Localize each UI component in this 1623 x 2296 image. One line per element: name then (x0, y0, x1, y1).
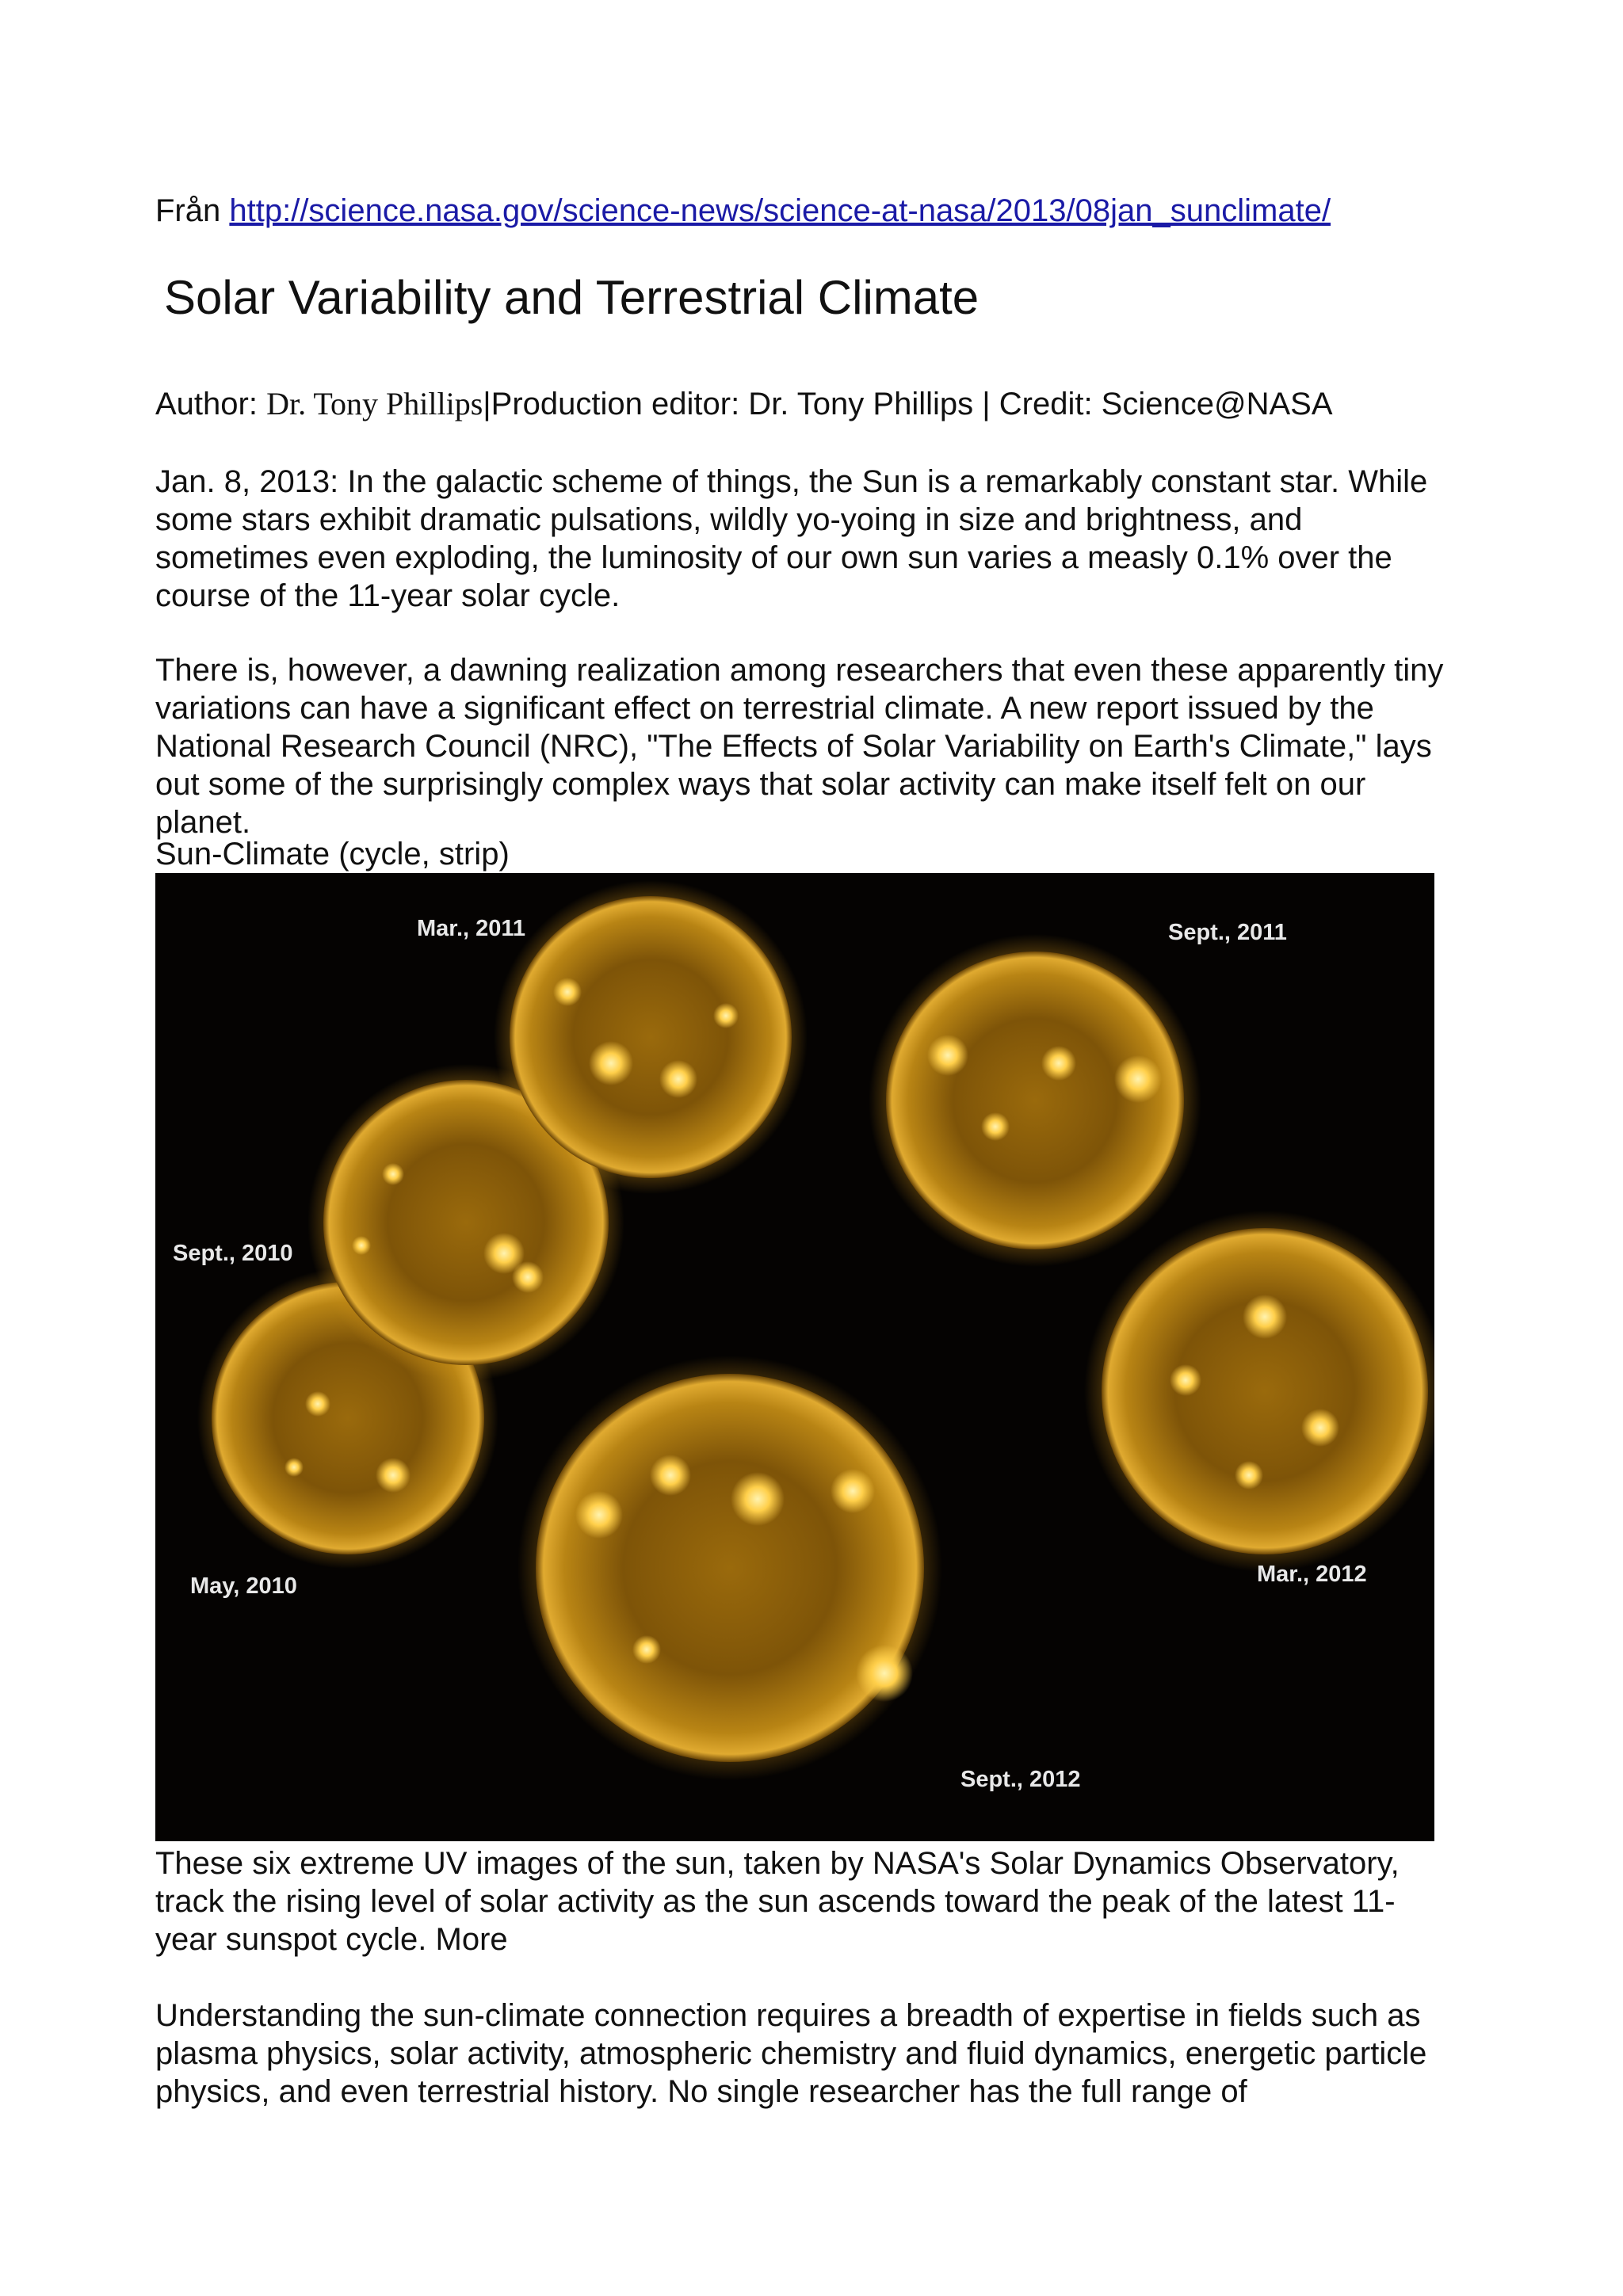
sun-images-figure (155, 873, 1434, 1841)
source-prefix: Från (155, 193, 221, 228)
sun-sept-2011 (869, 934, 1201, 1267)
label-sept-2011: Sept., 2011 (1168, 920, 1287, 945)
label-sept-2012: Sept., 2012 (960, 1767, 1081, 1792)
author-name: Dr. Tony Phillips (266, 386, 483, 421)
byline (155, 383, 1455, 425)
source-link[interactable]: http://science.nasa.gov/science-news/science-at-nasa/2013/08jan_sunclimate/ (229, 193, 1331, 228)
page-title: Solar Variability and Terrestrial Climate (164, 271, 980, 324)
paragraph-3: Understanding the sun-climate connection requires a breadth of expertise in fields such as plasma physics, solar activity, atmospheric chemistry and fluid dynamics, energetic particle physics, and even terrestrial history. No single researcher has the full range of (155, 1998, 1427, 2109)
source-line (155, 190, 1455, 231)
byline-credits: |Production editor: Dr. Tony Phillips | Credit: Science@NASA (483, 387, 1333, 421)
label-sept-2010: Sept., 2010 (173, 1241, 293, 1266)
label-mar-2011: Mar., 2011 (417, 916, 526, 941)
sun-mar-2011 (494, 880, 808, 1194)
label-mar-2012: Mar., 2012 (1257, 1562, 1367, 1587)
sun-mar-2012 (1084, 1211, 1434, 1572)
author-label: Author: (155, 387, 258, 421)
sun-sept-2012 (517, 1356, 942, 1780)
figure-caption: These six extreme UV images of the sun, taken by NASA's Solar Dynamics Observatory, track the rising level of solar activity as the sun ascends toward the peak of the latest 11-year sunspot cycle. More (155, 1846, 1400, 1957)
paragraph-2: There is, however, a dawning realization among researchers that even these apparently tiny variations can have a significant effect on terrestrial climate. A new report issued by the National Research Council (NRC), "The Effects of Solar Variability on Earth's Climate," lays out some of the surprisingly complex ways that solar activity can make itself felt on our planet. (155, 653, 1444, 840)
figure-title: Sun-Climate (cycle, strip) (155, 837, 510, 871)
paragraph-1: Jan. 8, 2013: In the galactic scheme of things, the Sun is a remarkably constant star. While some stars exhibit dramatic pulsations, wildly yo-yoing in size and brightness, and sometimes even exploding, the luminosity of our own sun varies a measly 0.1% over the course of the 11-year solar cycle. (155, 464, 1428, 613)
label-may-2010: May, 2010 (190, 1573, 297, 1599)
